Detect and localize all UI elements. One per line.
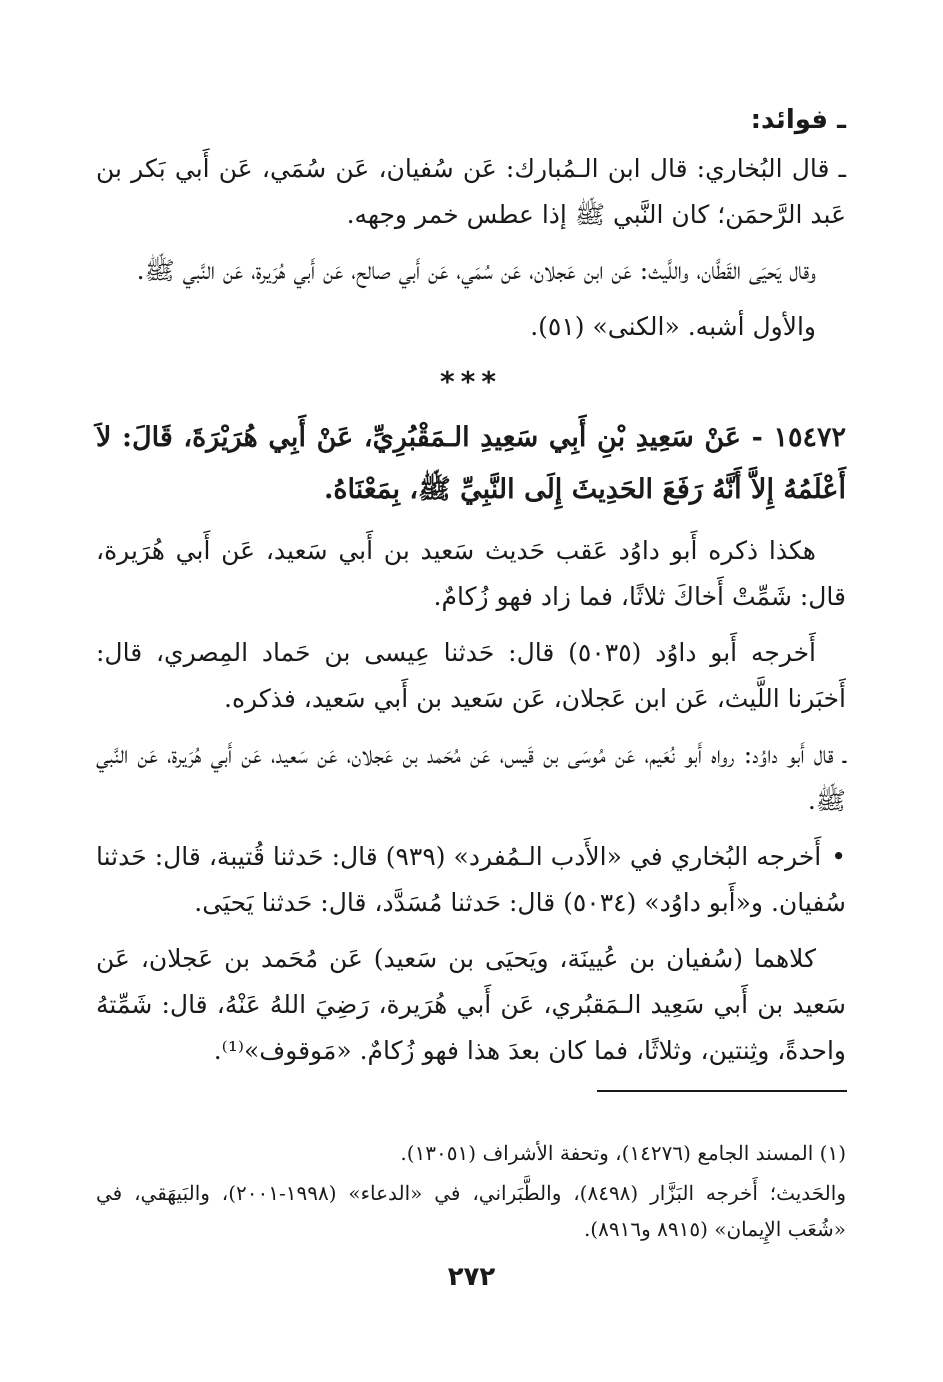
paragraph-bukhari-takhrij bbox=[96, 834, 846, 926]
page-body bbox=[96, 100, 846, 1084]
section-heading: ـ فوائد: bbox=[750, 105, 846, 135]
paragraph-abu-dawud-note: ـ قال أَبو داوُد: رواه أَبو نُعَيم، عَن مُوسَى بن قَيس، عَن مُحَمد بن عَجلان، عَن سَعيد، عَن أَبي هُرَيرة، عَن النَّبي ﷺ. bbox=[96, 740, 846, 815]
section-separator: *** bbox=[440, 365, 502, 398]
footnotes bbox=[96, 1135, 846, 1251]
paragraph-qattan-note: وقال يَحيَى القَطَّان، واللَّيث: عَن ابن عَجلان، عَن سُمَي، عَن أَبي صالح، عَن أَبي هُرَيرة، عَن النَّبي ﷺ. bbox=[136, 256, 816, 285]
footnote-1: (١) المسند الجامع (١٤٢٧٦)، وتحفة الأشراف (١٣٠٥١). bbox=[400, 1141, 846, 1165]
paragraph-mawquf: كلاهما (سُفيان بن عُيينَة، ويَحيَى بن سَعيد) عَن مُحَمد بن عَجلان، عَن سَعيد بن أَبي سَعِيد الـمَقبُري، عَن أَبي هُرَيرة، رَضِيَ اللهُ عَنْهُ، قال: شَمِّتهُ واحدةً، وثِنتين، وثلاثًا، فما كان بعدَ هذا فهو زُكامٌ. «مَوقوف»⁽¹⁾. bbox=[96, 944, 846, 1065]
bullet-marker: • bbox=[831, 842, 846, 871]
paragraph-abu-dawud-mention: هكذا ذكره أَبو داوُد عَقب حَديث سَعيد بن أَبي سَعيد، عَن أَبي هُرَيرة، قال: شَمِّتْ أَخاكَ ثلاثًا، فما زاد فهو زُكامٌ. bbox=[96, 536, 846, 611]
paragraph-kuna-reference: والأول أشبه. «الكنى» (٥١). bbox=[530, 312, 816, 341]
page-number: ٢٧٢ bbox=[447, 1262, 496, 1292]
bullet-text: أَخرجه البُخاري في «الأَدب الـمُفرد» (٩٣٩) قال: حَدثنا قُتيبة، قال: حَدثنا سُفيان. و«أَبو داوُد» (٥٠٣٤) قال: حَدثنا مُسَدَّد، قال: حَدثنا يَحيَى. bbox=[96, 842, 846, 917]
footnote-divider bbox=[597, 1090, 847, 1092]
paragraph-bukhari-note: ـ قال البُخاري: قال ابن الـمُبارك: عَن سُفيان، عَن سُمَي، عَن أَبي بَكر بن عَبد الرَّحمَن؛ كان النَّبي ﷺ إذا عطس خمر وجهه. bbox=[96, 154, 846, 229]
footnote-1-continued: والحَديث؛ أَخرجه البَزَّار (٨٤٩٨)، والطَّبَراني، في «الدعاء» (١٩٩٨-٢٠٠١)، والبَيهَقي، في «شُعَب الإِيمان» (٨٩١٥ و٨٩١٦). bbox=[96, 1181, 846, 1241]
paragraph-abu-dawud-takhrij: أَخرجه أَبو داوُد (٥٠٣٥) قال: حَدثنا عِيسى بن حَماد المِصري، قال: أَخبَرنا اللَّيث، عَن ابن عَجلان، عَن سَعيد بن أَبي سَعيد، فذكره. bbox=[96, 638, 846, 713]
hadith-text: ١٥٤٧٢ - عَنْ سَعِيدِ بْنِ أَبِي سَعِيدِ الـمَقْبُرِيِّ، عَنْ أَبِي هُرَيْرَةَ، قَالَ: لاَ أَعْلَمُهُ إِلاَّ أَنَّهُ رَفَعَ الحَدِيثَ إِلَى النَّبِيِّ ﷺ، بِمَعْنَاهُ. bbox=[96, 422, 846, 505]
